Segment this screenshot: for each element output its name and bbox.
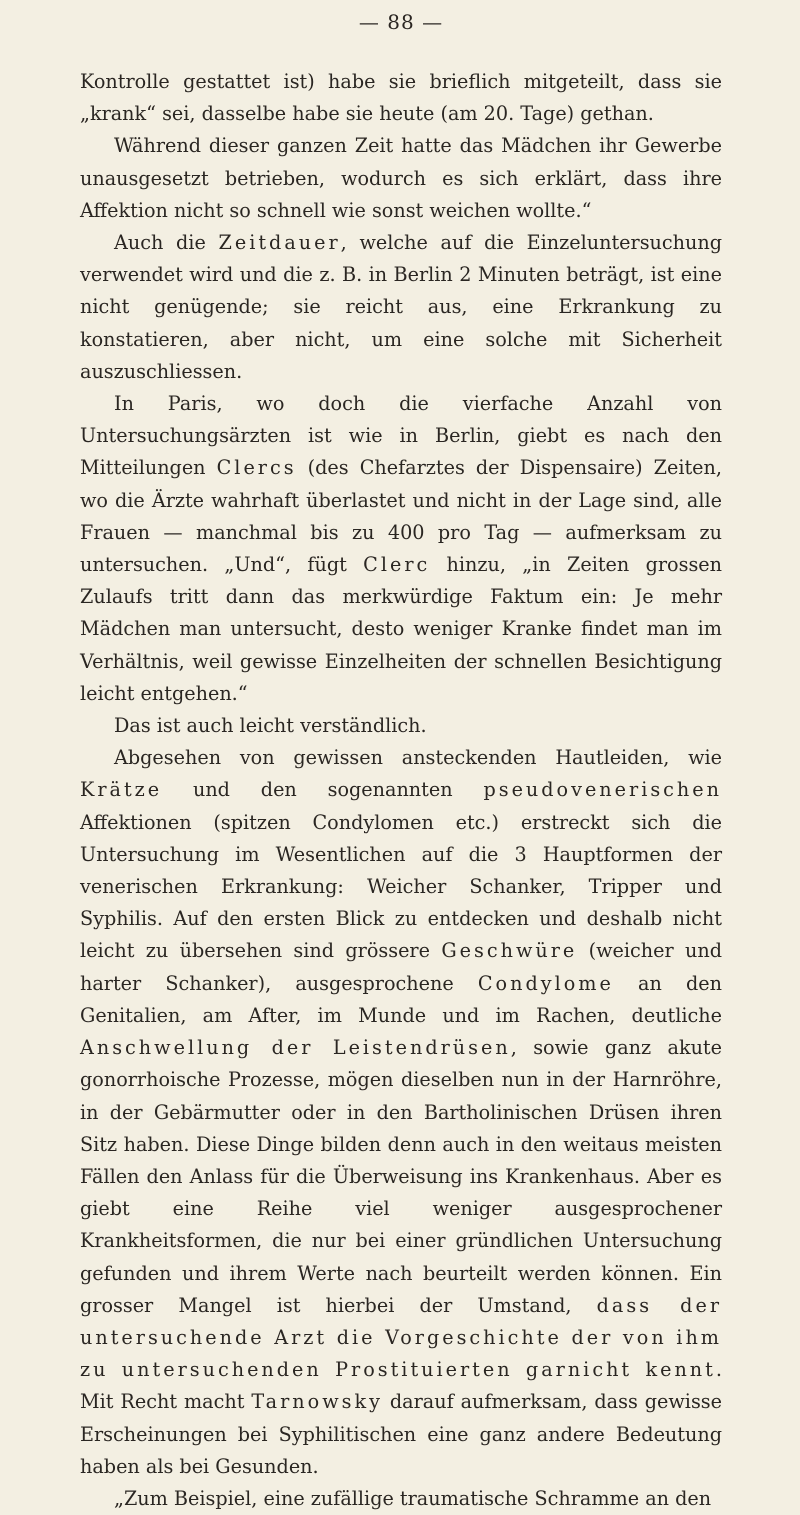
text-run: an den Genitalien, am After, im Munde und im Rachen, deutliche (80, 971, 722, 1027)
spaced-emphasis: dass der untersuchende Arzt die Vorgeschichte der von ihm zu untersuchenden Prostituierten garnicht kennt (80, 1293, 722, 1382)
text-run: Kontrolle gestattet ist) habe sie brieflich mitgeteilt, dass sie „krank“ sei, dasselbe habe sie heute (am 20. Tage) gethan. (80, 70, 722, 126)
paragraph (80, 742, 722, 1483)
text-run: „Zum Beispiel, eine zufällige traumatische Schramme an den (114, 1486, 712, 1510)
spaced-emphasis: Zeitdauer (218, 231, 341, 255)
text-run: Auch die (114, 231, 219, 255)
spaced-emphasis: Anschwellung der Leistendrüsen (80, 1036, 511, 1060)
paragraph (80, 710, 722, 742)
spaced-emphasis: Clercs (216, 456, 297, 480)
paragraph (80, 66, 722, 130)
text-run: (des Chefarztes der Dispensaire) Zeiten, wo die Ärzte wahrhaft überlastet und nicht in der Lage sind, alle Frauen — manchmal bis zu 400 pro Tag — aufmerksam zu untersuchen. „Und“, fügt (80, 456, 722, 577)
text-run: Abgesehen von gewissen ansteckenden Hautleiden, wie (114, 746, 722, 770)
text-run: und den sogenannten (162, 778, 484, 802)
spaced-emphasis: Tarnowsky (251, 1390, 383, 1414)
paragraph (80, 388, 722, 710)
page-number: — 88 — (358, 10, 444, 34)
spaced-emphasis: Krätze (80, 778, 163, 802)
text-run: (weicher und harter Schanker), ausgesprochene (80, 939, 722, 995)
text-run: . Mit Recht macht (80, 1358, 722, 1414)
spaced-emphasis: Condylome (477, 971, 614, 995)
text-run: Während dieser ganzen Zeit hatte das Mädchen ihr Gewerbe unausgesetzt betrieben, wodurch es sich erklärt, dass ihre Affektion nicht so schnell wie sonst weichen wollte.“ (80, 134, 722, 222)
text-run: In Paris, wo doch die vierfache Anzahl von Untersuchungsärzten ist wie in Berlin, giebt es nach den Mitteilungen (80, 392, 722, 480)
paragraph (80, 130, 722, 227)
paragraph (80, 227, 722, 388)
text-run: , welche auf die Einzeluntersuchung verwendet wird und die z. B. in Berlin 2 Minuten beträgt, ist eine nicht genügende; sie reicht aus, eine Erkrankung zu konstatieren, aber nicht, um eine solche mit Sicherheit auszuschliessen. (80, 231, 723, 383)
paragraph (80, 1483, 722, 1515)
spaced-emphasis: Clerc (363, 553, 431, 577)
spaced-emphasis: Geschwüre (441, 939, 578, 963)
text-run: hinzu, „in Zeiten grossen Zulaufs tritt dann das merkwürdige Faktum ein: Je mehr Mädchen man untersucht, desto weniger Kranke findet man im Verhältnis, weil gewisse Einzelheiten der schnellen Besichtigung leicht entgehen.“ (80, 553, 722, 705)
spaced-emphasis: pseudovenerischen (483, 778, 722, 802)
text-run: Affektionen (spitzen Condylomen etc.) erstreckt sich die Untersuchung im Wesentlichen auf die 3 Hauptformen der venerischen Erkrankung: Weicher Schanker, Tripper und Syphilis. Auf den ersten Blick zu entdecken und deshalb nicht leicht zu übersehen sind grössere (80, 810, 722, 963)
body-text (80, 66, 722, 1515)
text-run: Das ist auch leicht verständlich. (114, 714, 427, 738)
text-run: darauf aufmerksam, dass gewisse Erscheinungen bei Syphilitischen eine ganz andere Bedeutung haben als bei Gesunden. (80, 1390, 722, 1478)
text-run: , sowie ganz akute gonorrhoische Prozesse, mögen dieselben nun in der Harnröhre, in der Gebärmutter oder in den Bartholinischen Drüsen ihren Sitz haben. Diese Dinge bilden denn auch in den weitaus meisten Fällen den Anlass für die Überweisung ins Krankenhaus. Aber es giebt eine Reihe viel weniger ausgesprochener Krankheitsformen, die nur bei einer gründlichen Untersuchung gefunden und ihrem Werte nach beurteilt werden können. Ein grosser Mangel ist hierbei der Umstand, (80, 1036, 722, 1317)
